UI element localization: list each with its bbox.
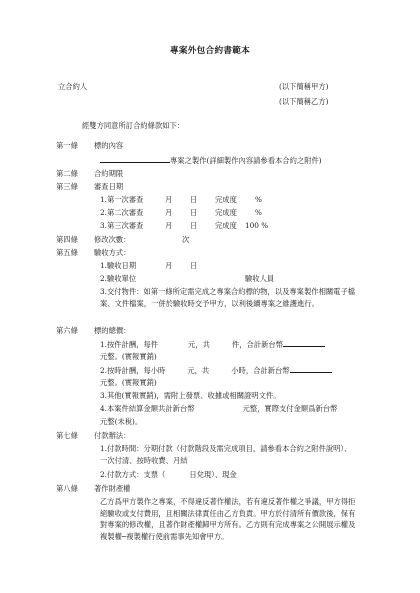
review-name: 1.第一次審查 (100, 195, 144, 204)
article-4-unit: 次 (182, 235, 190, 244)
article-4-title: 修改次數： (94, 235, 131, 244)
article-3-title: 審查日期 (94, 182, 124, 191)
deliverables-text: 3.交付物件：如第一條所定需完成之專案合約標的物，以及專案製作相關電子檔案、文件檔案，一併於驗收時交予甲方，以利後續專案之維護進行。 (100, 287, 356, 308)
per-piece-tail: 元整。(實報實銷) (100, 352, 157, 361)
article-4-label: 第四條 (56, 235, 78, 244)
article-1-label: 第一條 (56, 141, 78, 150)
article-7-title: 付款辦法： (94, 431, 131, 440)
review-pct: % (255, 208, 262, 217)
review-done: 完成度 (215, 208, 237, 217)
blank-line (290, 365, 332, 373)
article-2-title: 合約期限 (94, 169, 124, 178)
per-piece-total: 件，合計新台幣 (231, 340, 284, 349)
article-1-line (100, 155, 322, 165)
payment-method-line (100, 470, 237, 479)
article-1-text: 專案之製作(詳細製作內容請參看本合約之附件) (170, 156, 322, 165)
per-piece-text: 1.按件計酬，每件 (100, 340, 159, 349)
acceptance-unit: 2.驗收單位 (100, 274, 137, 283)
per-hour-text: 2.按時計酬，每小時 (100, 366, 166, 375)
review-pct: 100 % (245, 221, 269, 230)
copyright-text: 乙方爲甲方製作之專案，不得違反著作權法，若有違反著作權之爭議，甲方得拒絕驗收或支付費用，且相關法律責任由乙方負責。甲方於付清所有價款後，保有對專案的修改權，且著作財產權歸甲方所有。乙方則有完成專案之公開展示權及複製權─複製權行使前需事先知會甲方。 (100, 497, 356, 542)
article-8-title: 著作財產權 (94, 484, 131, 493)
actual-amount-text: 元整，實際支付金額爲新台幣 (242, 404, 338, 413)
article-5-title: 驗收方式： (94, 248, 131, 257)
acceptance-date: 1.驗收日期 (100, 261, 137, 270)
party-b-note: (以下簡稱乙方) (279, 97, 329, 106)
article-5-label: 第五條 (56, 248, 78, 257)
total-amount-text: 4.本案件結算金額共計新台幣 (100, 404, 195, 413)
review-pct: % (255, 195, 262, 204)
other-expense-text: 3.其他(實報實銷)，需附上發票、收據或相關證明文件。 (100, 391, 281, 400)
document-title: 專案外包合約書範本 (169, 46, 251, 56)
review-day: 日 (190, 195, 198, 204)
per-hour-total: 小時，合計新台幣 (231, 366, 290, 375)
total-amount-line (100, 404, 337, 413)
per-hour-tail: 元整。(實報實銷) (100, 378, 157, 387)
total-amount-tail: 元整(未稅)。 (100, 417, 143, 426)
review-day: 日 (190, 208, 198, 217)
article-2-label: 第二條 (56, 169, 78, 178)
intro-text: 經雙方同意所訂合約條款如下： (82, 121, 185, 130)
article-6-title: 標的總價： (94, 326, 131, 335)
acceptance-person: 驗收人員 (245, 274, 275, 283)
acceptance-day: 日 (190, 261, 198, 270)
payment-method-tail: 日兌現）、現金 (189, 470, 237, 479)
acceptance-month: 月 (165, 261, 173, 270)
per-hour-yuan: 元，共 (187, 366, 210, 375)
article-3-label: 第三條 (56, 182, 78, 191)
blank-line (100, 155, 170, 163)
review-done: 完成度 (215, 221, 237, 230)
per-piece-line (100, 339, 325, 349)
article-7-label: 第七條 (56, 431, 78, 440)
per-hour-line (100, 365, 332, 375)
article-8-label: 第八條 (56, 484, 78, 493)
review-month: 月 (165, 221, 173, 230)
article-6-label: 第六條 (56, 326, 78, 335)
party-label: 立合約人 (58, 82, 88, 91)
party-a-note: (以下簡稱甲方) (279, 82, 329, 91)
review-name: 3.第三次審查 (100, 221, 144, 230)
payment-method-text: 2.付款方式：支票（ (100, 470, 166, 479)
per-piece-yuan: 元，共 (188, 340, 210, 349)
review-month: 月 (165, 195, 173, 204)
review-name: 2.第二次審查 (100, 208, 144, 217)
review-done: 完成度 (215, 195, 237, 204)
payment-time-text: 1.付款時間：分期付款（付款階段及需完成項目，請參看本合約之附件說明）、一次付清、按時收費、月結 (100, 444, 352, 465)
review-day: 日 (190, 221, 198, 230)
blank-line (283, 339, 325, 347)
review-month: 月 (165, 208, 173, 217)
article-1-title: 標的內容 (94, 141, 124, 150)
